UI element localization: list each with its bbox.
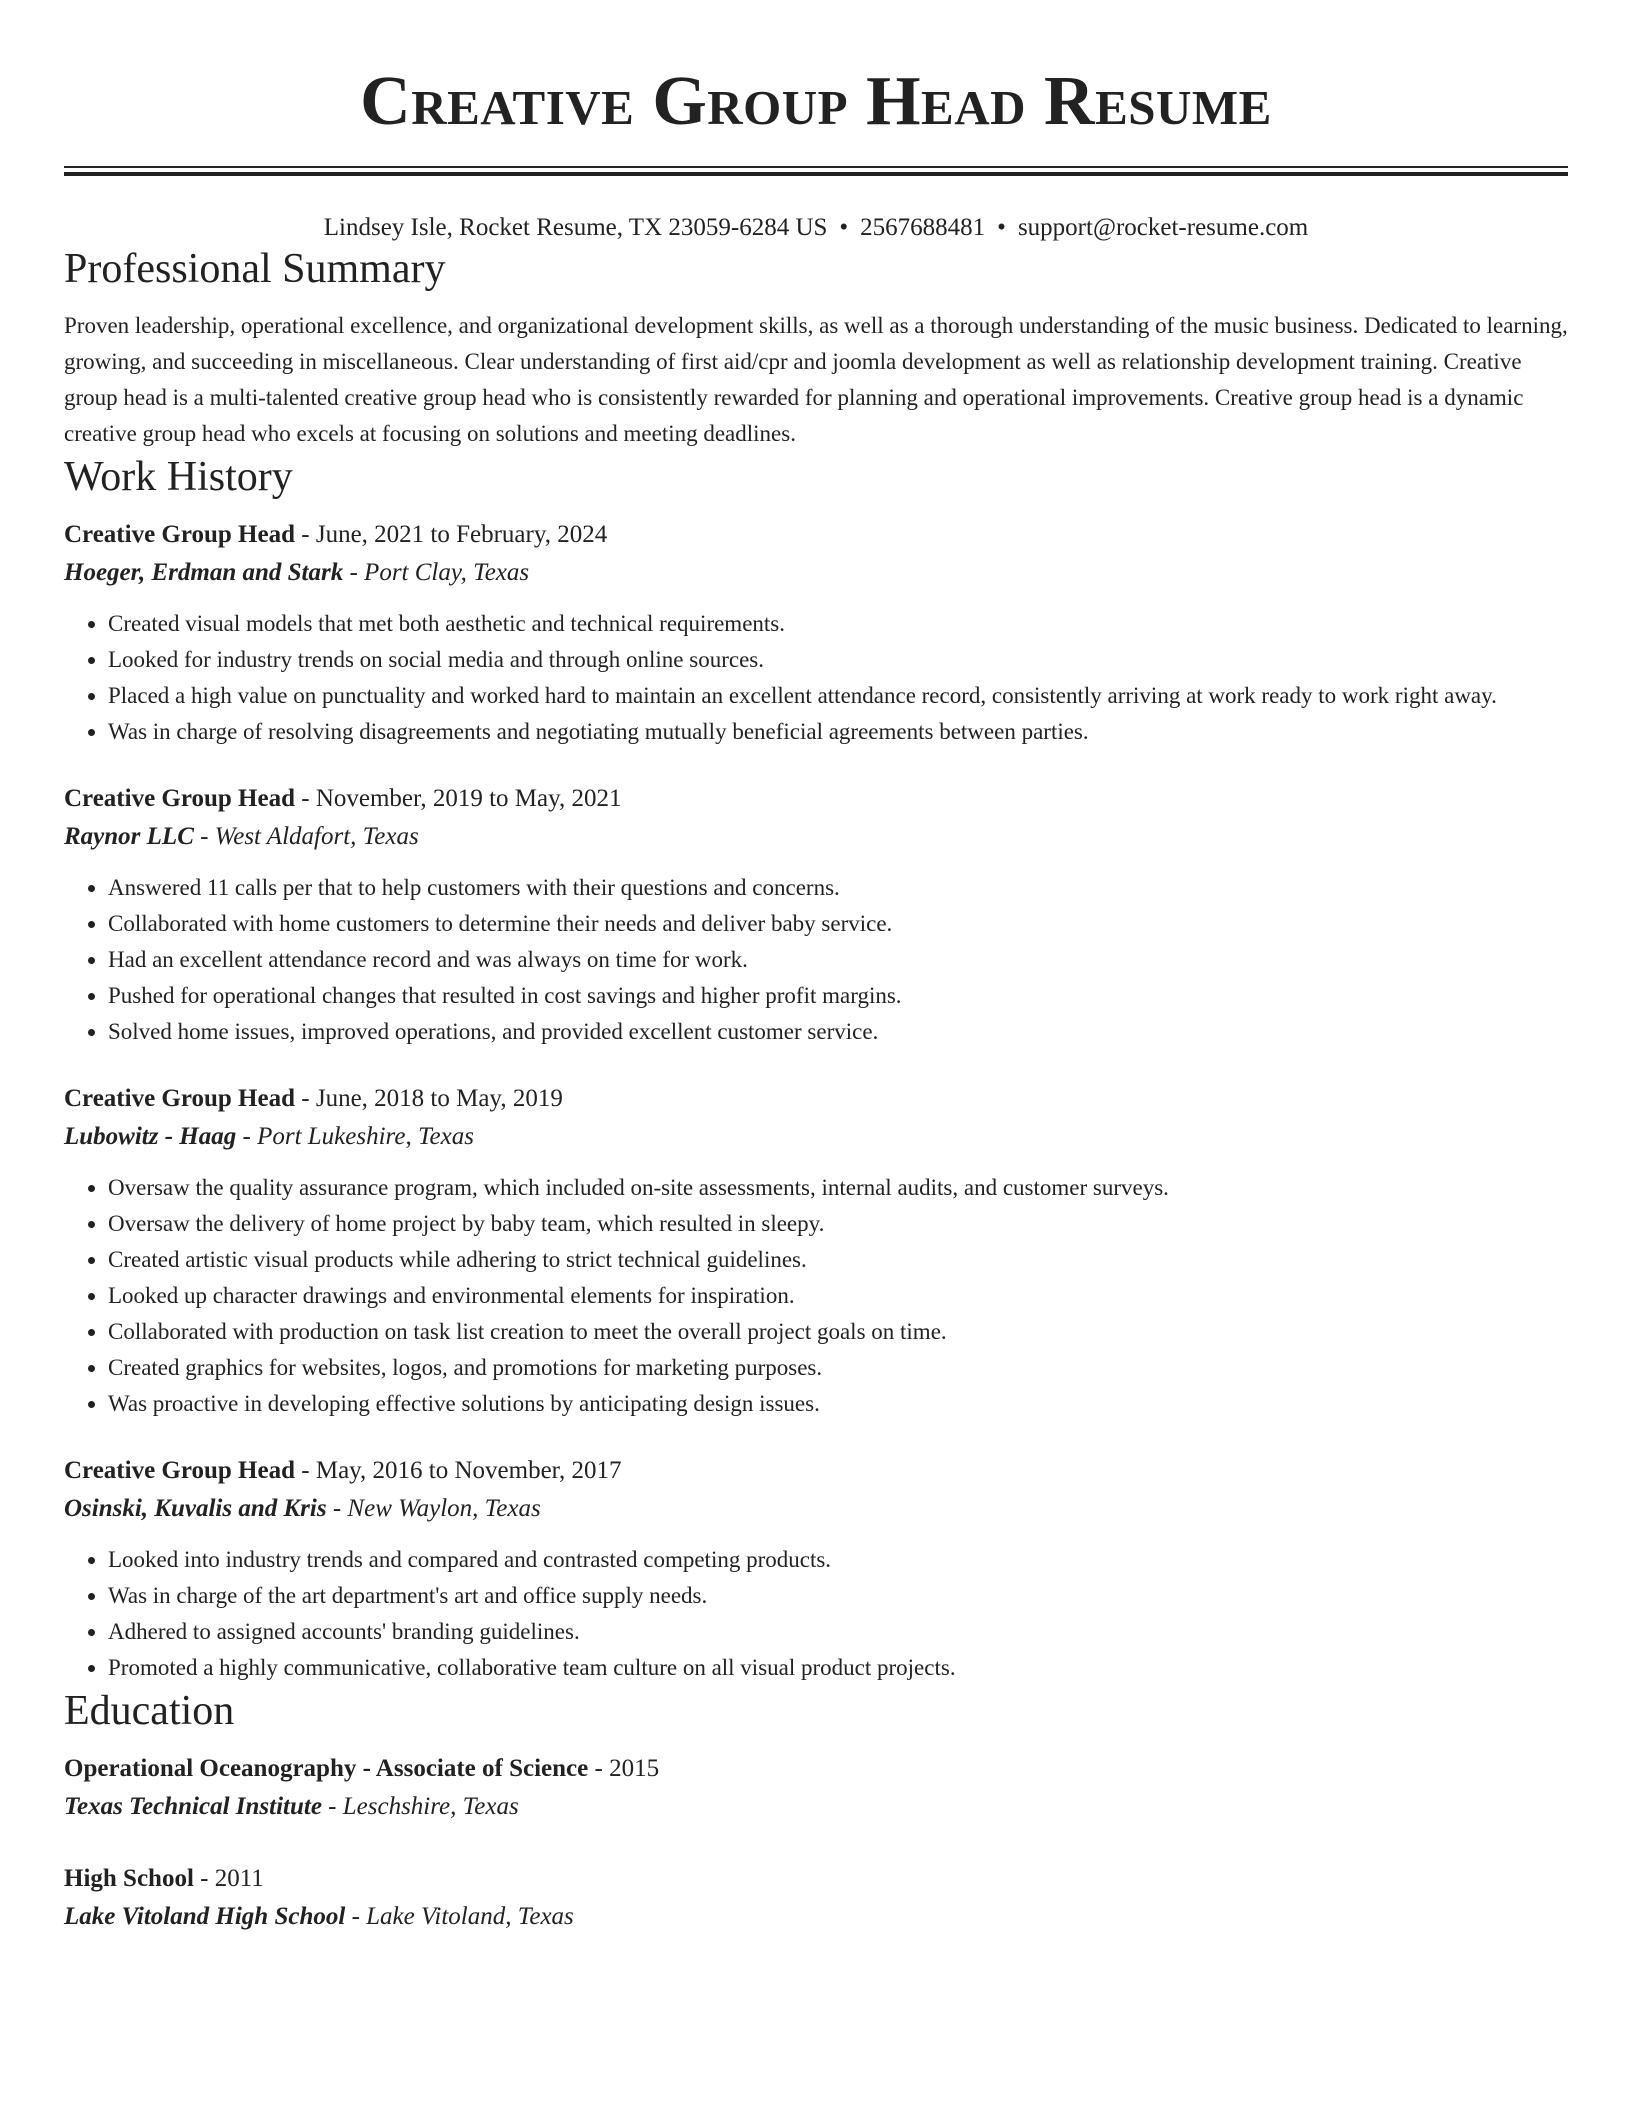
job-bullet: • Collaborated with home customers to determine their needs and deliver baby service. (108, 906, 1568, 942)
job-company: Raynor LLC (64, 823, 194, 850)
job-bullet: • Had an excellent attendance record and was always on time for work. (108, 942, 1568, 978)
education-year: - 2011 (193, 1865, 264, 1892)
education-degree: Operational Oceanography - Associate of Science (64, 1755, 589, 1782)
job-title: Creative Group Head (64, 1085, 296, 1112)
job-entry (64, 1452, 1568, 1686)
job-dates: - June, 2021 to February, 2024 (295, 521, 608, 548)
contact-line (64, 212, 1568, 244)
contact-address: Lindsey Isle, Rocket Resume, TX 23059-6284 US (323, 214, 828, 241)
job-bullet: • Was in charge of resolving disagreements and negotiating mutually beneficial agreements between parties. (108, 714, 1568, 750)
summary-heading: Professional Summary (64, 246, 446, 292)
education-location: - Lake Vitoland, Texas (345, 1903, 574, 1930)
job-bullet: • Was in charge of the art department's art and office supply needs. (108, 1578, 1568, 1614)
job-dates: - June, 2018 to May, 2019 (295, 1085, 563, 1112)
job-entry (64, 780, 1568, 1050)
job-bullet: • Created artistic visual products while adhering to strict technical guidelines. (108, 1242, 1568, 1278)
job-location: - Port Clay, Texas (343, 559, 530, 586)
job-bullet: • Solved home issues, improved operations, and provided excellent customer service. (108, 1014, 1568, 1050)
job-bullet: • Oversaw the delivery of home project by baby team, which resulted in sleepy. (108, 1206, 1568, 1242)
job-bullet: • Oversaw the quality assurance program, which included on-site assessments, internal audits, and customer surveys. (108, 1170, 1568, 1206)
job-bullets (64, 1170, 1568, 1422)
job-location: - Port Lukeshire, Texas (236, 1123, 474, 1150)
job-bullets (64, 870, 1568, 1050)
summary-text: Proven leadership, operational excellence, and organizational development skills, as well as a thorough understanding of the music business. Dedicated to learning, growing, and succeeding in miscellaneous. Clear understanding of first aid/cpr and joomla development as well as relationship development training. Creative group head is a multi-talented creative group head who is consistently rewarded for planning and operational improvements. Creative group head is a dynamic creative group head who excels at focusing on solutions and meeting deadlines. (64, 313, 1568, 446)
job-title: Creative Group Head (64, 521, 296, 548)
job-bullet: • Looked into industry trends and compared and contrasted competing products. (108, 1542, 1568, 1578)
contact-separator: • (997, 214, 1006, 241)
job-dates: - May, 2016 to November, 2017 (295, 1457, 622, 1484)
job-bullet: • Looked up character drawings and environmental elements for inspiration. (108, 1278, 1568, 1314)
job-company: Hoeger, Erdman and Stark (64, 559, 344, 586)
job-bullets (64, 1542, 1568, 1686)
education-school: Texas Technical Institute (64, 1793, 322, 1820)
education-year: - 2015 (588, 1755, 660, 1782)
job-location: - West Aldafort, Texas (193, 823, 419, 850)
contact-email: support@rocket-resume.com (1017, 214, 1309, 241)
job-bullets (64, 606, 1568, 750)
job-company: Lubowitz - Haag (64, 1123, 237, 1150)
resume-title: Creative Group Head Resume (360, 63, 1272, 140)
job-bullet: • Pushed for operational changes that resulted in cost savings and higher profit margins. (108, 978, 1568, 1014)
job-entry (64, 516, 1568, 750)
job-bullet: • Created graphics for websites, logos, and promotions for marketing purposes. (108, 1350, 1568, 1386)
education-location: - Leschshire, Texas (321, 1793, 519, 1820)
title-divider (64, 166, 1568, 176)
job-location: - New Waylon, Texas (326, 1495, 541, 1522)
education-degree: High School (64, 1865, 194, 1892)
education-entry (64, 1860, 1568, 1936)
job-bullet: • Looked for industry trends on social media and through online sources. (108, 642, 1568, 678)
job-bullet: • Collaborated with production on task list creation to meet the overall project goals on time. (108, 1314, 1568, 1350)
job-entry (64, 1080, 1568, 1422)
job-bullet: • Adhered to assigned accounts' branding guidelines. (108, 1614, 1568, 1650)
education-entry (64, 1750, 1568, 1826)
job-bullet: • Promoted a highly communicative, collaborative team culture on all visual product projects. (108, 1650, 1568, 1686)
job-dates: - November, 2019 to May, 2021 (295, 785, 622, 812)
job-bullet: • Answered 11 calls per that to help customers with their questions and concerns. (108, 870, 1568, 906)
job-title: Creative Group Head (64, 785, 296, 812)
job-bullet: • Created visual models that met both aesthetic and technical requirements. (108, 606, 1568, 642)
education-school: Lake Vitoland High School (64, 1903, 346, 1930)
work-history-heading: Work History (64, 454, 293, 500)
job-bullet: • Was proactive in developing effective solutions by anticipating design issues. (108, 1386, 1568, 1422)
education-heading: Education (64, 1688, 235, 1734)
contact-separator: • (839, 214, 849, 241)
contact-phone: 2567688481 (860, 214, 986, 241)
job-title: Creative Group Head (64, 1457, 296, 1484)
job-company: Osinski, Kuvalis and Kris (64, 1495, 327, 1522)
job-bullet: • Placed a high value on punctuality and worked hard to maintain an excellent attendance record, consistently arriving at work ready to work right away. (108, 678, 1568, 714)
